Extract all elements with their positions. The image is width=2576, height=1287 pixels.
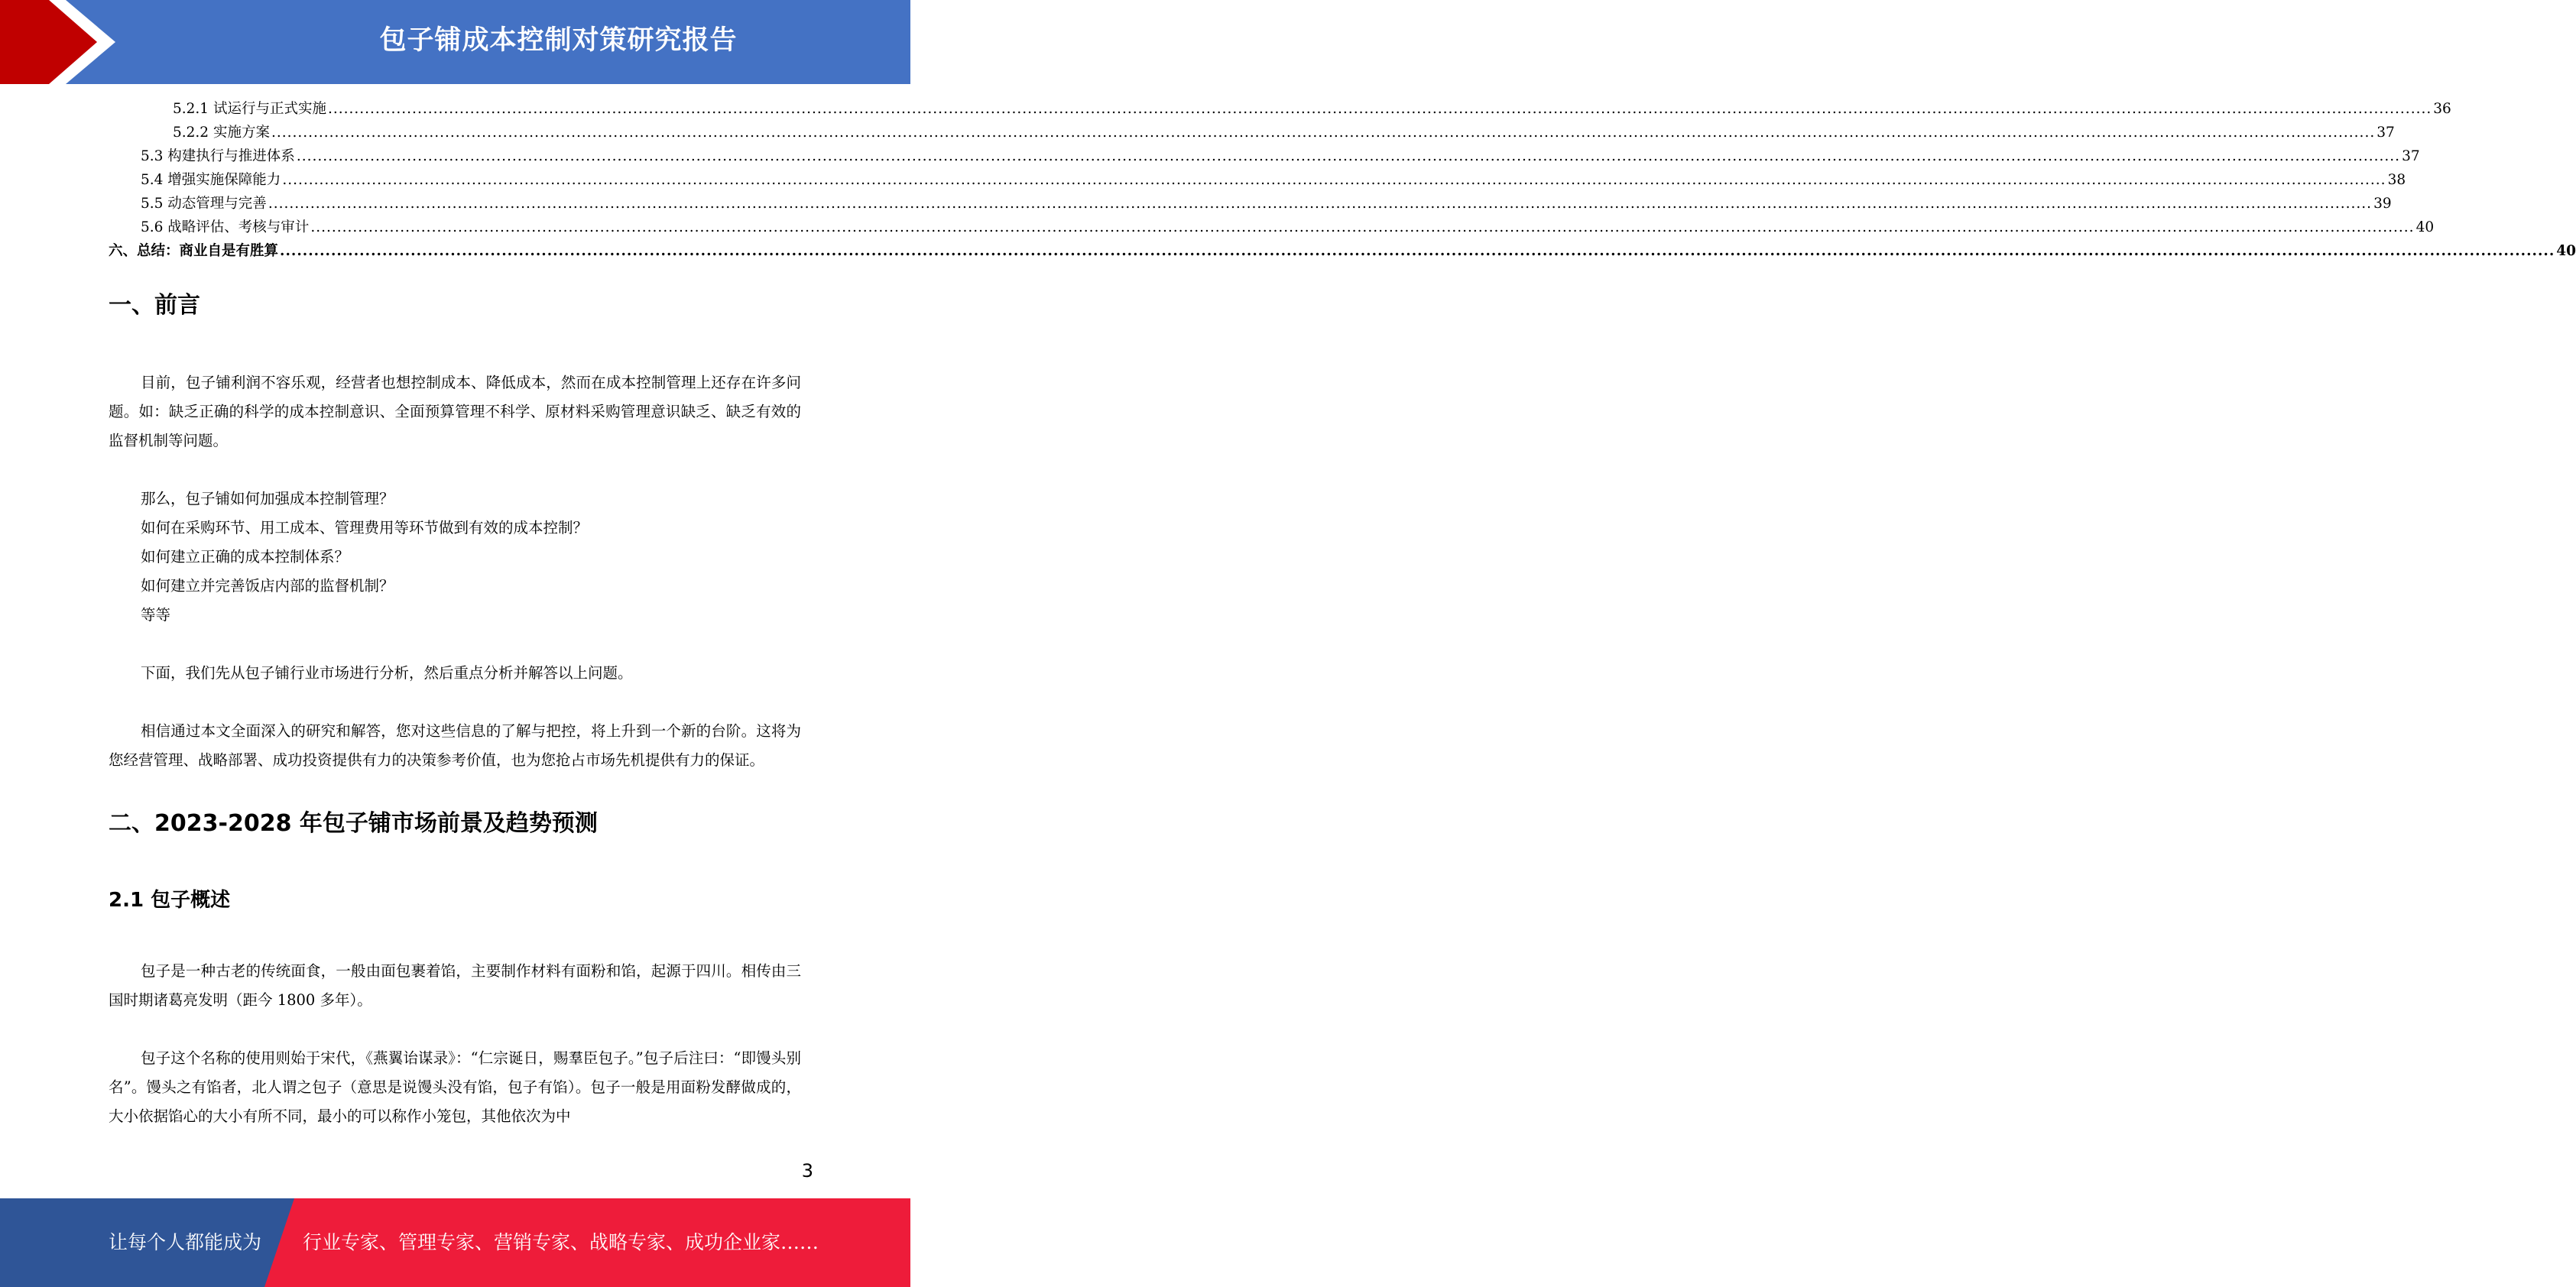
header-title: 包子铺成本控制对策研究报告 xyxy=(379,25,738,56)
section-heading-market-forecast: 二、2023-2028 年包子铺市场前景及趋势预测 xyxy=(109,810,598,837)
toc-entry-page: 38 xyxy=(2387,172,2406,188)
toc-entry-page: 37 xyxy=(2402,148,2420,164)
toc-entry-page: 40 xyxy=(2415,219,2435,235)
toc-leader-dots: ................................................................................................................................................................................................................................................................................................................................................................................................................ xyxy=(296,148,2401,164)
toc-leader-dots: ................................................................................................................................................................................................................................................................................................................................................................................................................ xyxy=(310,219,2415,235)
section-heading-preface: 一、前言 xyxy=(109,292,200,319)
toc-leader-dots: ................................................................................................................................................................................................................................................................................................................................................................................................................ xyxy=(271,125,2376,141)
paragraph: 相信通过本文全面深入的研究和解答，您对这些信息的了解与把控，将上升到一个新的台阶。这将为您经营管理、战略部署、成功投资提供有力的决策参考价值，也为您抢占市场先机提供有力的保证。 xyxy=(109,722,801,769)
toc-entry[interactable] xyxy=(109,98,2451,122)
toc-entry-label: 5.4 增强实施保障能力 xyxy=(141,172,281,188)
toc-entry-label: 5.2.2 实施方案 xyxy=(173,125,270,141)
toc-entry[interactable] xyxy=(109,193,2392,216)
toc-leader-dots: ................................................................................................................................................................................................................................................................................................................................................................................................................ xyxy=(282,172,2386,188)
question-line: 那么，包子铺如何加强成本控制管理？ xyxy=(141,490,394,507)
toc-entry[interactable] xyxy=(109,122,2395,145)
paragraph: 包子这个名称的使用则始于宋代，《燕翼诒谋录》：“仁宗诞日，赐羣臣包子。”包子后注曰：“即馒头别名”。馒头之有馅者，北人谓之包子（意思是说馒头没有馅，包子有馅）。包子一般是用面粉发酵做成的，大小依据馅心的大小有所不同，最小的可以称作小笼包，其他依次为中 xyxy=(109,1049,801,1125)
toc-entry-page: 36 xyxy=(2433,101,2451,117)
question-list xyxy=(109,485,801,630)
toc-entry-page: 40 xyxy=(2556,243,2576,259)
footer-slogan-right: 行业专家、管理专家、营销专家、战略专家、成功企业家…… xyxy=(303,1231,819,1253)
toc-leader-dots: ................................................................................................................................................................................................................................................................................................................................................................................................................ xyxy=(327,101,2432,117)
toc-entry-label: 六、总结：商业自是有胜算 xyxy=(109,243,279,259)
question-line: 如何在采购环节、用工成本、管理费用等环节做到有效的成本控制？ xyxy=(141,519,589,537)
page-footer xyxy=(0,1198,910,1287)
toc-entry-label: 5.6 战略评估、考核与审计 xyxy=(141,219,310,235)
header-arrow-decoration xyxy=(0,0,122,84)
paragraph: 目前，包子铺利润不容乐观，经营者也想控制成本、降低成本，然而在成本控制管理上还存在许多问题。如：缺乏正确的科学的成本控制意识、全面预算管理不科学、原材料采购管理意识缺乏、缺乏有效的监督机制等问题。 xyxy=(109,374,801,449)
page-number: 3 xyxy=(801,1160,813,1182)
toc-leader-dots: ................................................................................................................................................................................................................................................................................................................................................................................................................ xyxy=(280,243,2555,259)
footer-slogan-left: 让每个人都能成为 xyxy=(109,1231,262,1253)
question-line: 等等 xyxy=(141,606,171,624)
toc-entry[interactable] xyxy=(109,169,2406,193)
paragraph: 包子是一种古老的传统面食，一般由面包裹着馅，主要制作材料有面粉和馅，起源于四川。相传由三国时期诸葛亮发明（距今 1800 多年）。 xyxy=(109,962,801,1009)
toc-entry-label: 5.2.1 试运行与正式实施 xyxy=(173,101,326,117)
toc-entry[interactable] xyxy=(109,145,2420,169)
question-line: 如何建立并完善饭店内部的监督机制？ xyxy=(141,577,394,595)
paragraph: 下面，我们先从包子铺行业市场进行分析，然后重点分析并解答以上问题。 xyxy=(141,664,633,682)
toc-entry[interactable] xyxy=(109,240,2576,264)
toc-entry-page: 37 xyxy=(2376,125,2395,141)
subsection-heading-overview: 2.1 包子概述 xyxy=(109,889,231,912)
table-of-contents xyxy=(109,98,2576,264)
main-content xyxy=(109,290,801,1131)
toc-entry[interactable] xyxy=(109,216,2435,240)
page-header xyxy=(0,0,910,84)
toc-entry-label: 5.3 构建执行与推进体系 xyxy=(141,148,295,164)
toc-entry-page: 39 xyxy=(2373,196,2392,212)
toc-entry-label: 5.5 动态管理与完善 xyxy=(141,196,267,212)
question-line: 如何建立正确的成本控制体系？ xyxy=(141,548,350,566)
toc-leader-dots: ................................................................................................................................................................................................................................................................................................................................................................................................................ xyxy=(268,196,2373,212)
